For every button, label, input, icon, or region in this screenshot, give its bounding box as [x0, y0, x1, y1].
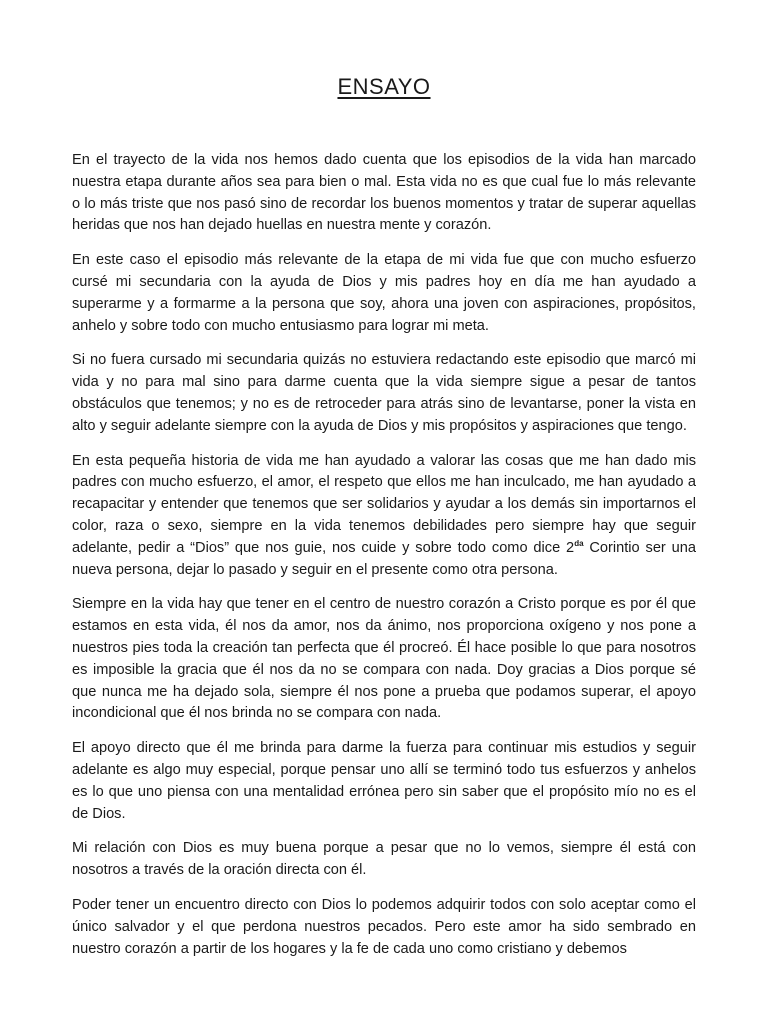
paragraph-4-before: En esta pequeña historia de vida me han ayudado a valorar las cosas que me han dado mis padres con mucho esfuerzo, el amor, el respeto que ellos me han inculcado, me han ayudado a recapacitar y entender que tenemos que ser solidarios y ayudar a los demás sin importarnos el color, raza o sexo, siempre en la vida tenemos debilidades pero siempre hay que seguir adelante, pedir a “Dios” que nos guie, nos cuide y sobre todo como dice 2 [72, 452, 696, 556]
paragraph-4-after: Corintio ser una nueva persona, dejar lo pasado y seguir en el presente como otra persona. [72, 539, 696, 578]
paragraph-7: Mi relación con Dios es muy buena porque a pesar que no lo vemos, siempre él está con nosotros a través de la oración directa con él. [72, 840, 696, 879]
paragraph-4 [72, 451, 696, 582]
paragraph-1: En el trayecto de la vida nos hemos dado cuenta que los episodios de la vida han marcado nuestra etapa durante años sea para bien o mal. Esta vida no es que cual fue lo más relevante o lo más triste que nos pasó sino de recordar los buenos momentos y tratar de superar aquellas heridas que nos han dejado huellas en nuestra mente y corazón. [72, 152, 696, 234]
paragraph-5: Siempre en la vida hay que tener en el centro de nuestro corazón a Cristo porque es por él que estamos en esta vida, él nos da amor, nos da ánimo, nos proporciona oxígeno y nos pone a nuestros pies toda la creación tan perfecta que él procreó. Él hace posible lo que para nosotros es imposible la gracia que él nos da no se compara con nada. Doy gracias a Dios porque sé que nunca me ha dejado sola, siempre él nos pone a prueba que podamos superar, el apoyo incondicional que él nos brinda no se compara con nada. [72, 596, 696, 722]
paragraph-2: En este caso el episodio más relevante de la etapa de mi vida fue que con mucho esfuerzo cursé mi secundaria con la ayuda de Dios y mis padres hoy en día me han ayudado a superarme y a formarme a la persona que soy, ahora una joven con aspiraciones, propósitos, anhelo y sobre todo con mucho entusiasmo para lograr mi meta. [72, 252, 696, 334]
paragraph-6: El apoyo directo que él me brinda para darme la fuerza para continuar mis estudios y seguir adelante es algo muy especial, porque pensar uno allí se terminó todo tus esfuerzos y anhelos es lo que uno piensa con una mentalidad errónea pero sin saber que el propósito mío no es el de Dios. [72, 740, 696, 822]
document-body [72, 150, 696, 973]
paragraph-3: Si no fuera cursado mi secundaria quizás no estuviera redactando este episodio que marcó mi vida y no para mal sino para darme cuenta que la vida siempre sigue a pesar de tantos obstáculos que tenemos; y no es de retroceder para atrás sino de levantarse, poner la vista en alto y seguir adelante siempre con la ayuda de Dios y mis propósitos y aspiraciones que tengo. [72, 352, 696, 434]
ordinal-superscript: da [574, 538, 584, 548]
document-title: ENSAYO [337, 74, 431, 99]
paragraph-8: Poder tener un encuentro directo con Dios lo podemos adquirir todos con solo aceptar como el único salvador y el que perdona nuestros pecados. Pero este amor ha sido sembrado en nuestro corazón a partir de los hogares y la fe de cada uno como cristiano y debemos [72, 896, 696, 957]
